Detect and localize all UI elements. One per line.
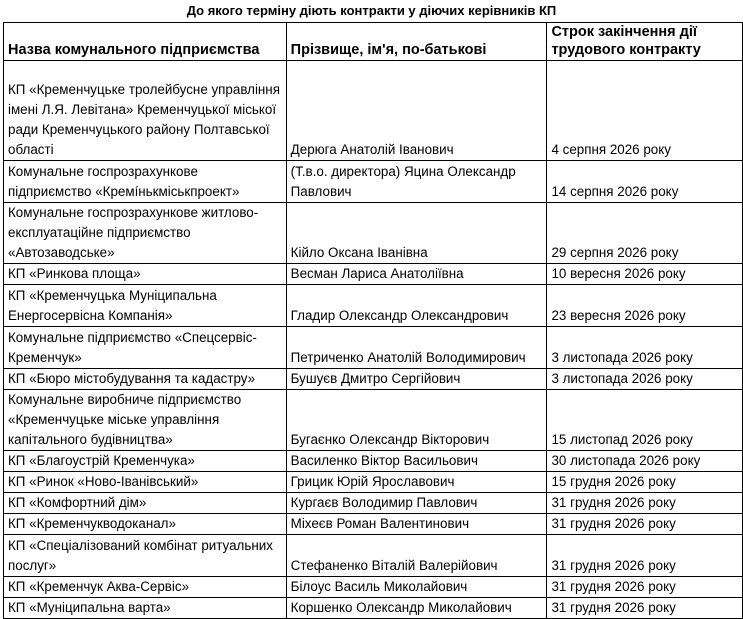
table-row [4, 598, 743, 619]
cell-enterprise-name: КП «Благоустрій Кременчука» [4, 451, 287, 472]
cell-person-name: Гладир Олександр Олександрович [286, 285, 547, 327]
table-row [4, 451, 743, 472]
cell-contract-end-date: 31 грудня 2026 року [547, 493, 743, 514]
table-row [4, 327, 743, 369]
cell-enterprise-name: КП «Кременчукводоканал» [4, 514, 287, 535]
cell-person-name: Бугаєнко Олександр Вікторович [286, 390, 547, 451]
cell-contract-end-date: 4 серпня 2026 року [547, 61, 743, 161]
cell-person-name: Грицик Юрій Ярославович [286, 472, 547, 493]
cell-person-name: Дерюга Анатолій Іванович [286, 61, 547, 161]
table-row [4, 390, 743, 451]
cell-contract-end-date: 3 листопада 2026 року [547, 327, 743, 369]
cell-contract-end-date: 10 вересня 2026 року [547, 264, 743, 285]
cell-enterprise-name: КП «Кременчуцьке тролейбусне управління імені Л.Я. Левітана» Кременчуцької міської ради Кременчуцького району Полтавської області [4, 61, 287, 161]
table-row [4, 203, 743, 264]
cell-enterprise-name: КП «Ринкова площа» [4, 264, 287, 285]
cell-enterprise-name: КП «Муніципальна варта» [4, 598, 287, 619]
cell-contract-end-date: 14 серпня 2026 року [547, 161, 743, 203]
cell-enterprise-name: КП «Кременчук Аква-Сервіс» [4, 577, 287, 598]
cell-enterprise-name: КП «Кременчуцька Муніципальна Енергосервісна Компанія» [4, 285, 287, 327]
table-row [4, 514, 743, 535]
table-row [4, 264, 743, 285]
header-person-name: Прізвище, ім'я, по-батькові [286, 23, 547, 61]
cell-enterprise-name: Комунальне підприємство «Спецсервіс-Кременчук» [4, 327, 287, 369]
table-header-row [4, 23, 743, 61]
cell-contract-end-date: 31 грудня 2026 року [547, 598, 743, 619]
cell-enterprise-name: КП «Бюро містобудування та кадастру» [4, 369, 287, 390]
cell-contract-end-date: 15 грудня 2026 року [547, 472, 743, 493]
cell-person-name: Білоус Василь Миколайович [286, 577, 547, 598]
header-enterprise-name: Назва комунального підприємства [4, 23, 287, 61]
table-row [4, 472, 743, 493]
cell-person-name: Стефаненко Віталій Валерійович [286, 535, 547, 577]
cell-contract-end-date: 31 грудня 2026 року [547, 577, 743, 598]
cell-person-name: Петриченко Анатолій Володимирович [286, 327, 547, 369]
cell-enterprise-name: Комунальне госпрозрахункове житлово-експлуатаційне підприємство «Автозаводське» [4, 203, 287, 264]
cell-enterprise-name: КП «Комфортний дім» [4, 493, 287, 514]
table-row [4, 285, 743, 327]
cell-contract-end-date: 15 листопад 2026 року [547, 390, 743, 451]
cell-enterprise-name: Комунальне виробниче підприємство «Кременчуцьке міське управління капітального будівництва» [4, 390, 287, 451]
cell-person-name: Кійло Оксана Іванівна [286, 203, 547, 264]
table-row [4, 161, 743, 203]
cell-contract-end-date: 23 вересня 2026 року [547, 285, 743, 327]
cell-enterprise-name: КП «Ринок «Ново-Іванівський» [4, 472, 287, 493]
contracts-table [3, 22, 743, 619]
cell-contract-end-date: 31 грудня 2026 року [547, 514, 743, 535]
cell-person-name: Коршенко Олександр Миколайович [286, 598, 547, 619]
cell-contract-end-date: 31 грудня 2026 року [547, 535, 743, 577]
cell-person-name: Василенко Віктор Васильович [286, 451, 547, 472]
page-title: До якого терміну діють контракти у діючих керівників КП [186, 3, 557, 18]
table-row [4, 369, 743, 390]
cell-person-name: Кургаєв Володимир Павлович [286, 493, 547, 514]
cell-person-name: Міхеєв Роман Валентинович [286, 514, 547, 535]
table-row [4, 535, 743, 577]
table-row [4, 61, 743, 161]
header-contract-end-date: Строк закінчення дії трудового контракту [547, 23, 743, 61]
table-row [4, 577, 743, 598]
cell-person-name: Весман Лариса Анатоліївна [286, 264, 547, 285]
cell-person-name: Бушуєв Дмитро Сергійович [286, 369, 547, 390]
cell-enterprise-name: Комунальне госпрозрахункове підприємство «Кремíнькміськпроект» [4, 161, 287, 203]
table-row [4, 493, 743, 514]
cell-person-name: (Т.в.о. директора) Яцина Олександр Павлович [286, 161, 547, 203]
cell-contract-end-date: 29 серпня 2026 року [547, 203, 743, 264]
cell-contract-end-date: 30 листопада 2026 року [547, 451, 743, 472]
cell-contract-end-date: 3 листопада 2026 року [547, 369, 743, 390]
cell-enterprise-name: КП «Спеціалізований комбінат ритуальних послуг» [4, 535, 287, 577]
